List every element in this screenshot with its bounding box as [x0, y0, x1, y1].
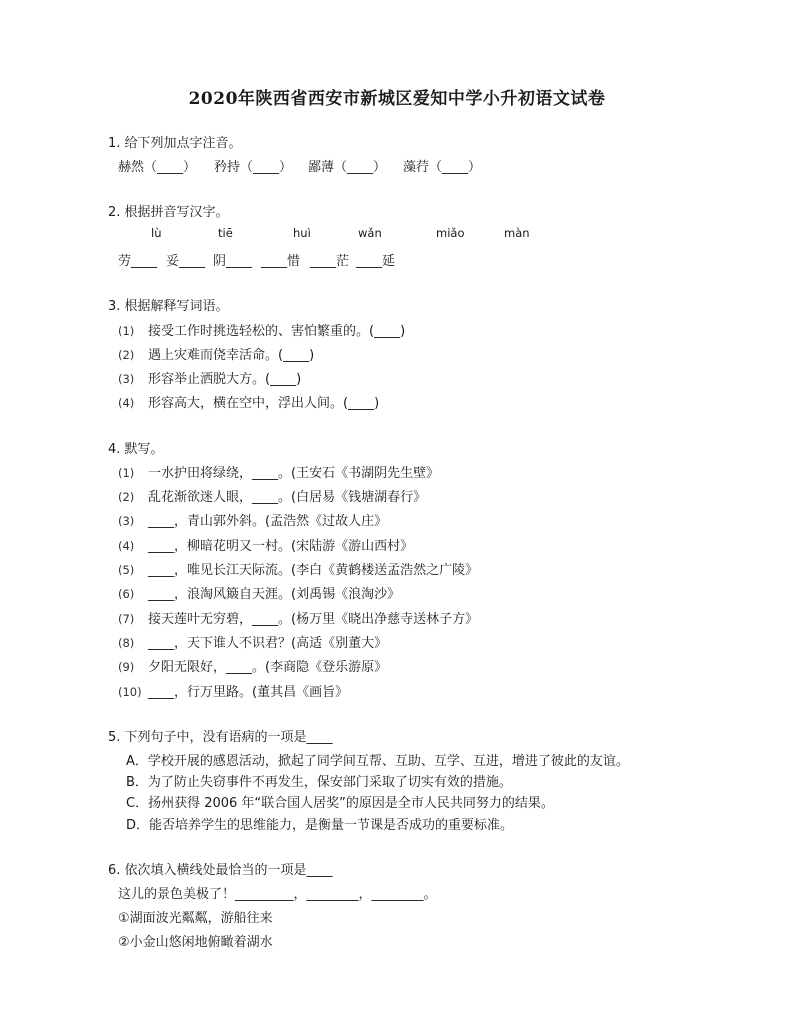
item-number: (4) — [118, 396, 135, 410]
q4-item — [118, 608, 478, 627]
item-number: (2) — [118, 348, 135, 362]
q4-item — [118, 656, 387, 675]
q3-item — [118, 320, 405, 339]
item-number: (6) — [118, 587, 135, 601]
item-text: ____，青山郭外斜。(孟浩然《过故人庄》 — [148, 514, 388, 529]
q1-item: 赫然（____） — [118, 160, 197, 175]
question-1-prompt: 1. 给下列加点字注音。 — [108, 136, 242, 151]
item-number: (10) — [118, 685, 142, 699]
item-text: ____，柳暗花明又一村。(宋陆游《游山西村》 — [148, 539, 414, 554]
q5-option-a: A．学校开展的感恩活动，掀起了同学间互帮、互助、互学、互进，增进了彼此的友谊。 — [126, 754, 629, 769]
q2-blank: 妥____ — [166, 254, 206, 269]
question-3-prompt: 3. 根据解释写词语。 — [108, 299, 229, 314]
item-text: ____，浪淘风簸自天涯。(刘禹锡《浪淘沙》 — [148, 587, 401, 602]
q1-item: 藻荇（____） — [403, 160, 482, 175]
q2-blank: ____惜 — [261, 254, 301, 269]
item-number: (3) — [118, 372, 135, 386]
q5-option-d: D．能否培养学生的思维能力，是衡量一节课是否成功的重要标准。 — [126, 818, 514, 833]
q6-item: ②小金山悠闲地俯瞰着湖水 — [118, 935, 273, 950]
item-number: (9) — [118, 660, 135, 674]
q3-item — [118, 344, 314, 363]
item-number: (3) — [118, 514, 135, 528]
item-text: 夕阳无限好，____。(李商隐《登乐游原》 — [148, 660, 388, 675]
q2-blank: ____茫 — [310, 254, 350, 269]
q3-item — [118, 392, 379, 411]
item-number: (2) — [118, 490, 135, 504]
item-text: ____，行万里路。(董其昌《画旨》 — [148, 685, 349, 700]
q2-blank: 阴____ — [213, 254, 253, 269]
q2-blank: 劳____ — [118, 254, 158, 269]
item-text: 接天莲叶无穷碧，____。(杨万里《晓出净慈寺送林子方》 — [148, 612, 479, 627]
item-number: (1) — [118, 466, 135, 480]
q4-item — [118, 559, 478, 578]
pinyin-label: tiē — [218, 226, 233, 240]
item-text: 一水护田将绿绕，____。(王安石《书湖阴先生壁》 — [148, 466, 440, 481]
q1-item: 矜持（____） — [214, 160, 293, 175]
q6-item: ①湖面波光粼粼，游船往来 — [118, 911, 273, 926]
q4-item — [118, 462, 439, 481]
item-number: (7) — [118, 612, 135, 626]
question-5-prompt: 5. 下列句子中，没有语病的一项是____ — [108, 730, 333, 745]
item-number: (8) — [118, 636, 135, 650]
item-number: (5) — [118, 563, 135, 577]
question-6-prompt: 6. 依次填入横线处最恰当的一项是____ — [108, 863, 333, 878]
item-number: (1) — [118, 324, 135, 338]
pinyin-label: miǎo — [436, 226, 465, 240]
q1-item: 鄙薄（____） — [308, 160, 387, 175]
item-text: 接受工作时挑选轻松的、害怕繁重的。(____) — [148, 324, 406, 339]
pinyin-label: wǎn — [358, 226, 382, 240]
q4-item — [118, 510, 387, 529]
item-text: 形容举止洒脱大方。(____) — [148, 372, 302, 387]
q5-option-b: B．为了防止失窃事件不再发生，保安部门采取了切实有效的措施。 — [126, 775, 512, 790]
q6-stem: 这儿的景色美极了！_________，________，________。 — [118, 887, 437, 902]
item-text: ____，天下谁人不识君？(高适《别董大》 — [148, 636, 388, 651]
question-2-prompt: 2. 根据拼音写汉字。 — [108, 205, 229, 220]
q4-item — [118, 681, 348, 700]
q4-item — [118, 583, 400, 602]
q5-option-c: C．扬州获得 2006 年“联合国人居奖”的原因是全市人民共同努力的结果。 — [126, 796, 554, 811]
item-number: (4) — [118, 539, 135, 553]
q4-item — [118, 535, 413, 554]
page-title: 2020年陕西省西安市新城区爱知中学小升初语文试卷 — [188, 89, 606, 109]
pinyin-label: huì — [293, 226, 311, 240]
item-text: ____，唯见长江天际流。(李白《黄鹤楼送孟浩然之广陵》 — [148, 563, 479, 578]
item-text: 乱花渐欲迷人眼，____。(白居易《钱塘湖春行》 — [148, 490, 427, 505]
pinyin-label: lù — [151, 226, 162, 240]
item-text: 形容高大，横在空中，浮出人间。(____) — [148, 396, 380, 411]
item-text: 遇上灾难而侥幸活命。(____) — [148, 348, 315, 363]
q3-item — [118, 368, 301, 387]
q2-blank: ____延 — [356, 254, 396, 269]
q4-item — [118, 486, 426, 505]
q4-item — [118, 632, 387, 651]
question-4-prompt: 4. 默写。 — [108, 442, 164, 457]
pinyin-label: màn — [504, 226, 530, 240]
